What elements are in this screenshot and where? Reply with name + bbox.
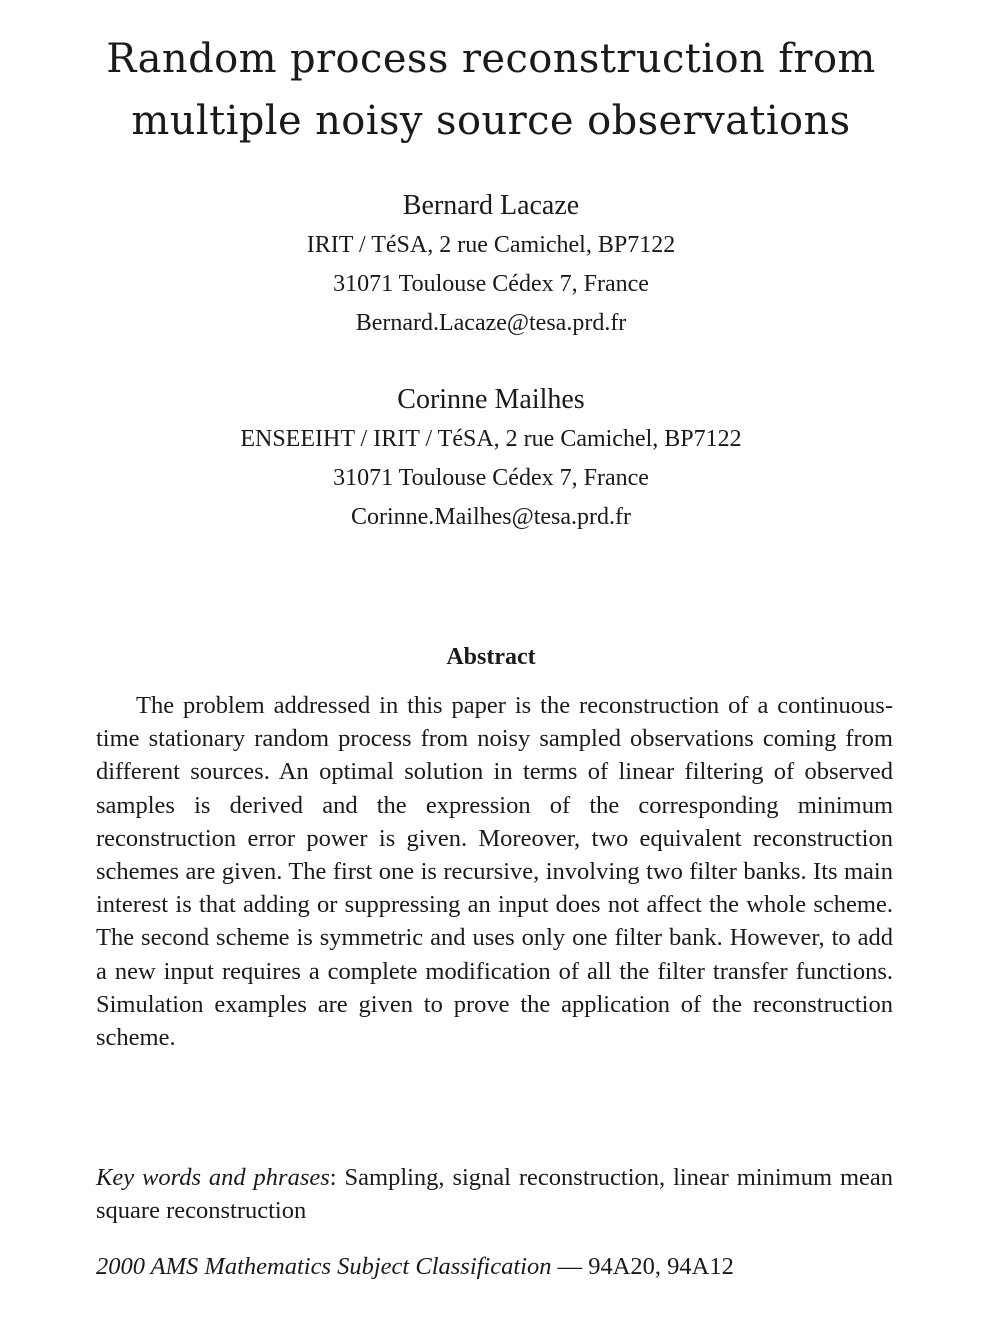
author-email: Bernard.Lacaze@tesa.prd.fr (355, 310, 627, 336)
author-name: Bernard Lacaze (402, 190, 580, 221)
title-line-2: multiple noisy source observations (131, 98, 851, 144)
author-name: Corinne Mailhes (397, 384, 585, 415)
paper-title (0, 28, 982, 152)
keywords-colon: : (329, 1164, 345, 1191)
keywords-paragraph (96, 1161, 893, 1227)
author-address: 31071 Toulouse Cédex 7, France (333, 271, 649, 297)
keywords-label: Key words and phrases (96, 1164, 330, 1191)
author-block-1 (0, 186, 982, 343)
ams-dash: — (551, 1253, 589, 1280)
author-affiliation: ENSEEIHT / IRIT / TéSA, 2 rue Camichel, BP7122 (240, 426, 742, 452)
title-line-1: Random process reconstruction from (106, 36, 876, 82)
ams-codes: 94A20, 94A12 (588, 1253, 734, 1280)
ams-classification (96, 1250, 893, 1284)
author-address: 31071 Toulouse Cédex 7, France (333, 465, 649, 491)
abstract-text: The problem addressed in this paper is the reconstruction of a continuous-time stationary random process from noisy sampled observations coming from different sources. An optimal solution in terms of linear filtering of observed samples is derived and the expression of the corresponding minimum reconstruction error power is given. Moreover, two equivalent reconstruction schemes are given. The first one is recursive, involving two filter banks. Its main interest is that adding or suppressing an input does not affect the whole scheme. The second scheme is symmetric and uses only one filter bank. However, to add a new input requires a complete modification of all the filter transfer functions. Simulation examples are given to prove the application of the reconstruction scheme. (96, 692, 893, 1052)
keywords-text: Sampling, signal reconstruction, linear minimum mean square reconstruction (96, 1164, 893, 1224)
author-affiliation: IRIT / TéSA, 2 rue Camichel, BP7122 (306, 232, 676, 258)
author-block-2 (0, 380, 982, 537)
ams-label: 2000 AMS Mathematics Subject Classification (96, 1253, 552, 1280)
author-email: Corinne.Mailhes@tesa.prd.fr (350, 504, 632, 530)
abstract-heading: Abstract (446, 644, 536, 670)
